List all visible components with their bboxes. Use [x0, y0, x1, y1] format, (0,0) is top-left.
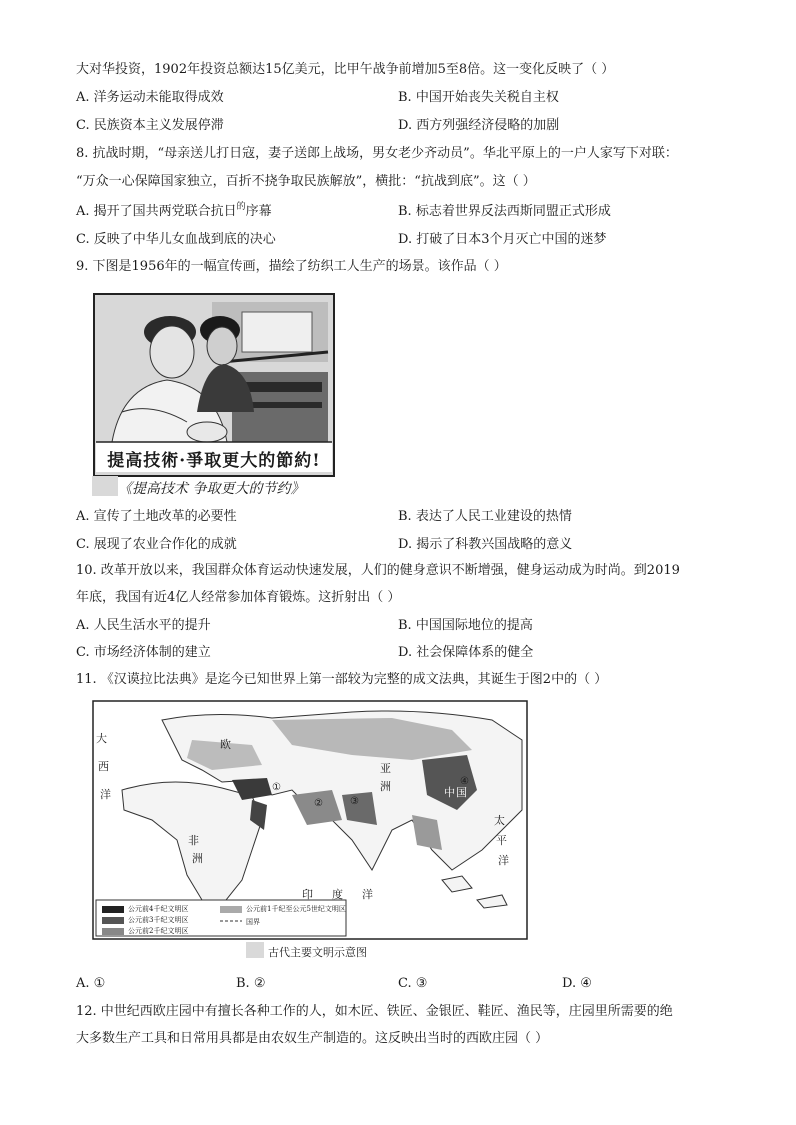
q7-option-c: C. 民族资本主义发展停滞 [76, 118, 224, 133]
map-label-china-2: 国 [456, 786, 467, 799]
poster-banner-text: 提高技術·爭取更大的節約! [107, 451, 321, 471]
legend-label-5: 国界 [246, 918, 260, 926]
map-label-africa-1: 非 [188, 834, 199, 847]
q10-stem-line1: 10. 改革开放以来，我国群众体育运动快速发展，人们的健身意识不断增强，健身运动成为时尚。到2019 [76, 563, 680, 578]
q11-stem: 11. 《汉谟拉比法典》是迄今已知世界上第一部较为完整的成文法典，其诞生于图2中的（ ） [76, 672, 608, 687]
q7-stem: 大对华投资，1902年投资总额达15亿美元，比甲午战争前增加5至8倍。这一变化反映了（ ） [76, 62, 615, 77]
map-label-indian-3: 洋 [362, 888, 373, 901]
legend-label-2: 公元前3千纪文明区 [128, 916, 189, 924]
legend-label-4: 公元前1千纪至公元5世纪文明区 [246, 905, 346, 913]
map-label-asia-1: 亚 [380, 762, 391, 775]
q9-option-a: A. 宣传了土地改革的必要性 [76, 509, 237, 524]
map-label-atlantic-3: 洋 [100, 788, 111, 801]
q9-option-d: D. 揭示了科教兴国战略的意义 [398, 537, 573, 552]
legend-label-1: 公元前4千纪文明区 [128, 905, 189, 913]
map-caption-blur [246, 942, 264, 958]
map-label-africa-2: 洲 [192, 852, 203, 865]
q8-options-row2 [76, 231, 736, 249]
map-label-pacific-3: 洋 [498, 854, 509, 867]
map-label-china-1: 中 [444, 786, 455, 799]
q12-stem-line1: 12. 中世纪西欧庄园中有擅长各种工作的人，如木匠、铁匠、金银匠、鞋匠、渔民等，庄园里所需要的绝 [76, 1004, 673, 1019]
map-label-atlantic-2: 西 [98, 760, 109, 773]
q7-option-d: D. 西方列强经济侵略的加剧 [398, 118, 560, 133]
q8-stem-line2: “万众一心保障国家独立，百折不挠争取民族解放”，横批：“抗战到底”。这（ ） [76, 174, 536, 189]
q7-options-row1 [76, 89, 736, 107]
q7-option-a: A. 洋务运动未能取得成效 [76, 90, 224, 105]
q11-option-a: A. ① [76, 976, 106, 991]
q10-option-d: D. 社会保障体系的健全 [398, 645, 534, 660]
q10-options-row2 [76, 644, 736, 662]
propaganda-poster-image [92, 292, 336, 498]
map-caption: 古代主要文明示意图 [268, 946, 367, 959]
q7-options-row2 [76, 117, 736, 135]
q7-option-b: B. 中国开始丧失关税自主权 [398, 90, 559, 105]
map-label-atlantic-1: 大 [96, 732, 107, 745]
q8-options-row1 [76, 203, 736, 221]
map-label-pacific-1: 太 [494, 814, 505, 827]
q9-options-row1 [76, 508, 736, 526]
legend-label-3: 公元前2千纪文明区 [128, 927, 189, 935]
q11-option-d: D. ④ [562, 976, 592, 991]
q8-stem-line1: 8. 抗战时期，“母亲送儿打日寇，妻子送郎上战场，男女老少齐动员”。华北平原上的一户人家写下对联： [76, 146, 678, 161]
q8-option-b: B. 标志着世界反法西斯同盟正式形成 [398, 204, 611, 219]
q10-options-row1 [76, 617, 736, 635]
map-label-indian-2: 度 [332, 888, 343, 901]
q9-option-c: C. 展现了农业合作化的成就 [76, 537, 237, 552]
poster-caption: 《提高技术 争取更大的节约》 [118, 481, 305, 497]
q10-option-c: C. 市场经济体制的建立 [76, 645, 211, 660]
q12-stem-line2: 大多数生产工具和日常用具都是由农奴生产制造的。这反映出当时的西欧庄园（ ） [76, 1031, 549, 1046]
map-label-indian-1: 印 [302, 888, 313, 901]
q11-option-b: B. ② [236, 976, 266, 991]
map-label-pacific-2: 平 [496, 834, 507, 847]
map-marker-1: ① [272, 782, 281, 793]
q9-stem: 9. 下图是1956年的一幅宣传画，描绘了纺织工人生产的场景。该作品（ ） [76, 259, 507, 274]
map-marker-2: ② [314, 798, 323, 809]
map-marker-4: ④ [460, 776, 469, 787]
q10-option-b: B. 中国国际地位的提高 [398, 618, 533, 633]
q10-stem-line2: 年底，我国有近4亿人经常参加体育锻炼。这折射出（ ） [76, 590, 401, 605]
q9-options-row2 [76, 536, 736, 554]
ancient-civilizations-map [92, 700, 528, 960]
map-label-asia-2: 洲 [380, 780, 391, 793]
q8-option-d: D. 打破了日本3个月灭亡中国的迷梦 [398, 232, 607, 247]
q11-options-row [76, 975, 736, 993]
q10-option-a: A. 人民生活水平的提升 [76, 618, 211, 633]
q8-option-c: C. 反映了中华儿女血战到底的决心 [76, 232, 276, 247]
q9-option-b: B. 表达了人民工业建设的热情 [398, 509, 572, 524]
q8-option-a: A. 揭开了国共两党联合抗日$^的$序幕 [76, 202, 272, 219]
q11-option-c: C. ③ [398, 976, 428, 991]
map-label-europe: 欧 [220, 738, 231, 751]
map-marker-3: ③ [350, 796, 359, 807]
poster-caption-blur [92, 476, 118, 496]
